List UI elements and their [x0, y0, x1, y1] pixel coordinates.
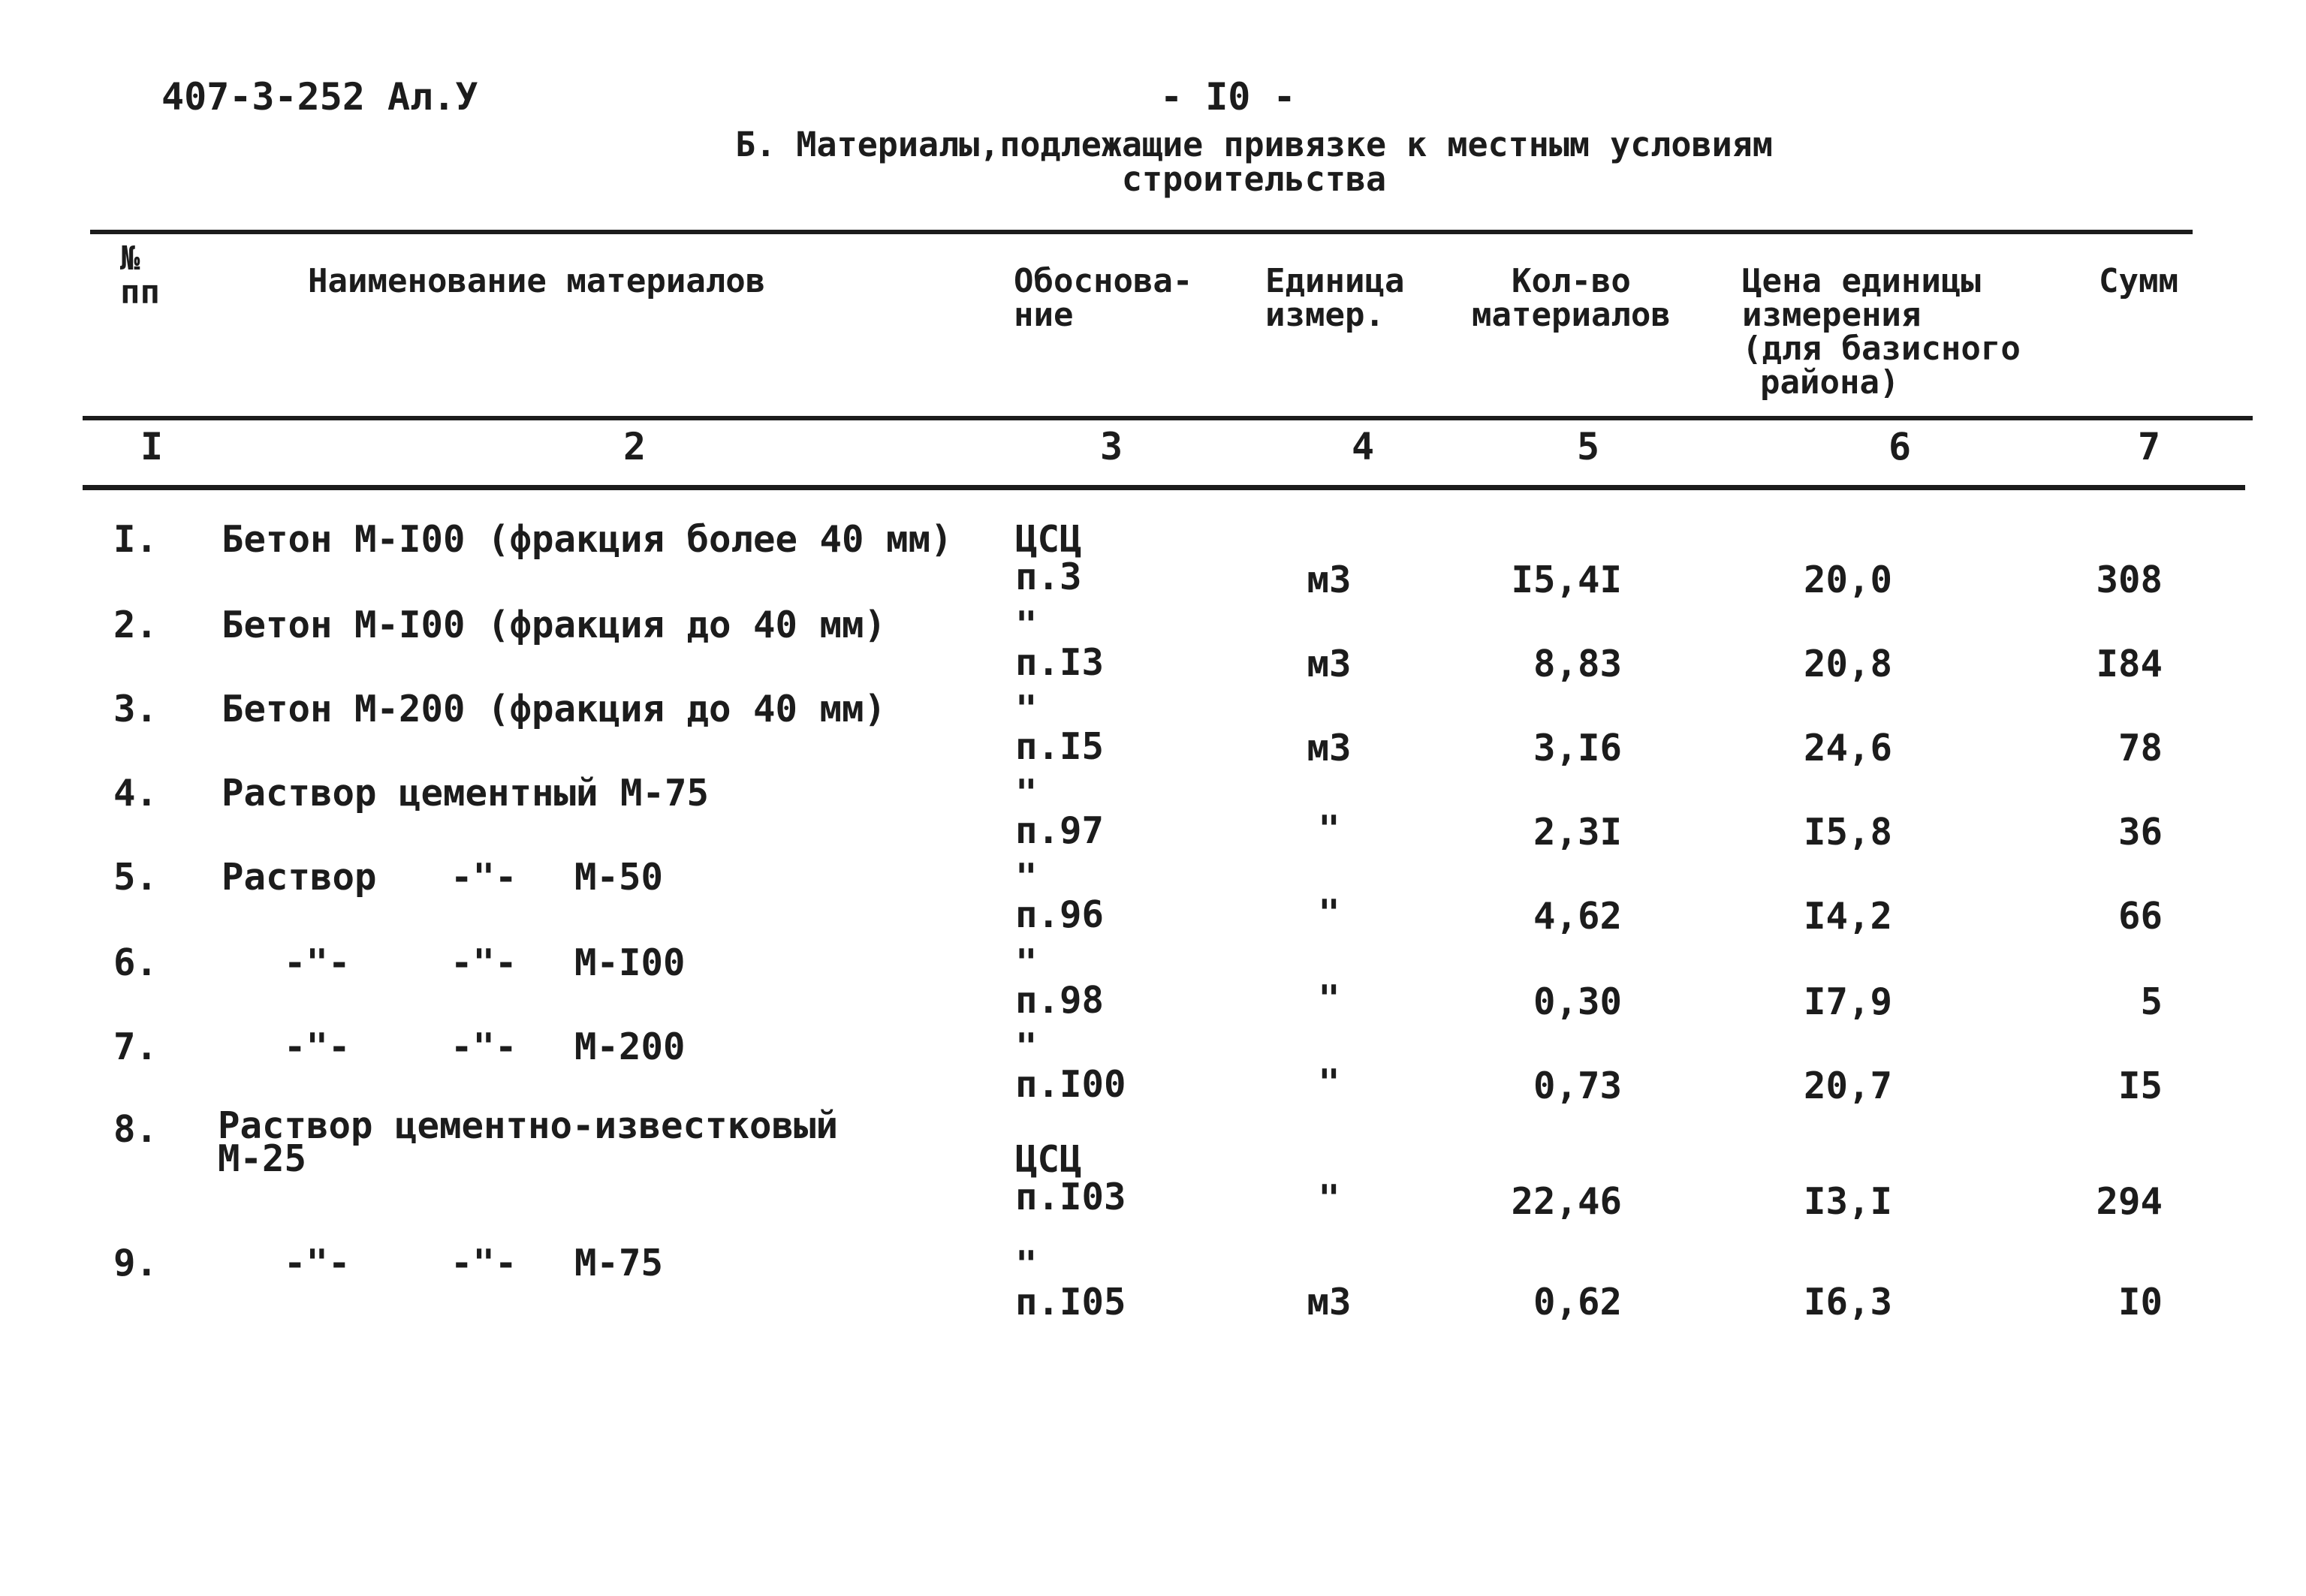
row-1-price: 20,0 — [1803, 559, 1892, 601]
row-8-sum: 294 — [2096, 1180, 2163, 1223]
row-3-sum: 78 — [2118, 727, 2163, 769]
row-2-unit: м3 — [1307, 643, 1352, 685]
row-9-name-ditto-2: -"- — [451, 1242, 517, 1284]
row-4-unit: " — [1318, 808, 1340, 851]
column-number-6: 6 — [1888, 425, 1912, 468]
row-3-name: Бетон М-200 (фракция до 40 мм) — [222, 688, 887, 730]
row-6-number: 6. — [113, 941, 158, 984]
header-bottom-rule — [83, 416, 2253, 420]
row-3-quantity: 3,I6 — [1533, 727, 1622, 769]
row-6-name-grade: М-I00 — [574, 941, 686, 984]
document-code: 407-3-252 Ал.У — [161, 75, 478, 119]
row-2-price: 20,8 — [1803, 643, 1892, 685]
column-number-2: 2 — [622, 425, 647, 468]
table-top-rule — [90, 230, 2193, 234]
row-4-justification: " п.97 — [1015, 772, 1105, 852]
row-4-sum: 36 — [2118, 811, 2163, 854]
section-title-line-2: строительства — [1121, 159, 1387, 199]
column-number-rule — [83, 485, 2245, 490]
row-5-sum: 66 — [2118, 895, 2163, 938]
row-8-number: 8. — [113, 1108, 158, 1151]
row-5-unit: " — [1318, 892, 1340, 935]
row-6-justification: " п.98 — [1015, 941, 1105, 1022]
row-9-sum: I0 — [2118, 1281, 2163, 1323]
row-6-name-ditto-2: -"- — [451, 941, 517, 984]
row-8-name: Раствор цементно-известковый М-25 — [218, 1104, 839, 1180]
row-7-name-grade: М-200 — [574, 1025, 686, 1068]
row-9-quantity: 0,62 — [1533, 1281, 1622, 1323]
row-2-justification: " п.I3 — [1015, 604, 1105, 684]
row-2-quantity: 8,83 — [1533, 643, 1622, 685]
row-8-justification: ЦСЦ п.I03 — [1015, 1138, 1126, 1218]
header-justification: Обоснова- ние — [1014, 262, 1193, 334]
row-6-quantity: 0,30 — [1533, 980, 1622, 1023]
row-5-number: 5. — [113, 856, 158, 899]
row-9-name-grade: М-75 — [574, 1242, 664, 1284]
row-5-price: I4,2 — [1803, 895, 1892, 938]
row-8-quantity: 22,46 — [1511, 1180, 1622, 1223]
row-3-justification: " п.I5 — [1015, 688, 1105, 768]
row-1-unit: м3 — [1307, 559, 1352, 601]
row-6-name-ditto-1: -"- — [284, 941, 351, 984]
row-6-price: I7,9 — [1803, 980, 1892, 1023]
row-2-sum: I84 — [2096, 643, 2163, 685]
header-name: Наименование материалов — [308, 262, 766, 300]
section-title-line-1: Б. Материалы,подлежащие привязке к местным условиям — [735, 125, 1773, 164]
header-quantity: Кол-во материалов — [1472, 262, 1671, 334]
row-7-justification: " п.I00 — [1015, 1025, 1126, 1106]
row-5-quantity: 4,62 — [1533, 895, 1622, 938]
row-7-sum: I5 — [2118, 1065, 2163, 1107]
header-sum: Сумм — [2099, 262, 2178, 300]
column-number-7: 7 — [2137, 425, 2161, 468]
header-num: № пп — [120, 239, 160, 312]
row-5-justification: " п.96 — [1015, 856, 1105, 936]
row-8-unit: " — [1318, 1177, 1340, 1220]
column-number-1: I — [140, 425, 164, 468]
row-1-name: Бетон М-I00 (фракция более 40 мм) — [222, 518, 953, 561]
row-8-price: I3,I — [1803, 1180, 1892, 1223]
row-1-number: I. — [113, 518, 158, 561]
row-7-unit: " — [1318, 1061, 1340, 1104]
row-4-name: Раствор цементный М-75 — [222, 772, 710, 815]
row-7-quantity: 0,73 — [1533, 1065, 1622, 1107]
column-number-5: 5 — [1576, 425, 1600, 468]
column-number-4: 4 — [1351, 425, 1375, 468]
row-4-price: I5,8 — [1803, 811, 1892, 854]
row-1-justification: ЦСЦ п.3 — [1015, 518, 1082, 598]
row-9-price: I6,3 — [1803, 1281, 1892, 1323]
row-7-name-ditto-2: -"- — [451, 1025, 517, 1068]
row-1-quantity: I5,4I — [1511, 559, 1622, 601]
row-9-name-ditto-1: -"- — [284, 1242, 351, 1284]
row-5-name: Раствор — [222, 856, 377, 899]
row-3-unit: м3 — [1307, 727, 1352, 769]
row-9-unit: м3 — [1307, 1281, 1352, 1323]
row-3-number: 3. — [113, 688, 158, 730]
row-7-name-ditto-1: -"- — [284, 1025, 351, 1068]
row-4-quantity: 2,3I — [1533, 811, 1622, 854]
header-unit: Единица измер. — [1265, 262, 1405, 334]
row-9-number: 9. — [113, 1242, 158, 1284]
row-5-name-ditto: -"- — [451, 856, 517, 899]
section-title — [721, 125, 1787, 199]
row-9-justification: " п.I05 — [1015, 1243, 1126, 1323]
column-number-3: 3 — [1099, 425, 1123, 468]
row-6-sum: 5 — [2140, 980, 2163, 1023]
row-2-name: Бетон М-I00 (фракция до 40 мм) — [222, 604, 887, 646]
page-number: - I0 - — [1160, 75, 1296, 119]
row-2-number: 2. — [113, 604, 158, 646]
row-7-number: 7. — [113, 1025, 158, 1068]
row-1-sum: 308 — [2096, 559, 2163, 601]
row-7-price: 20,7 — [1803, 1065, 1892, 1107]
row-4-number: 4. — [113, 772, 158, 815]
row-6-unit: " — [1318, 977, 1340, 1020]
row-3-price: 24,6 — [1803, 727, 1892, 769]
row-5-name-grade: М-50 — [574, 856, 664, 899]
header-price: Цена единицы измерения (для базисного района) — [1742, 262, 2021, 402]
